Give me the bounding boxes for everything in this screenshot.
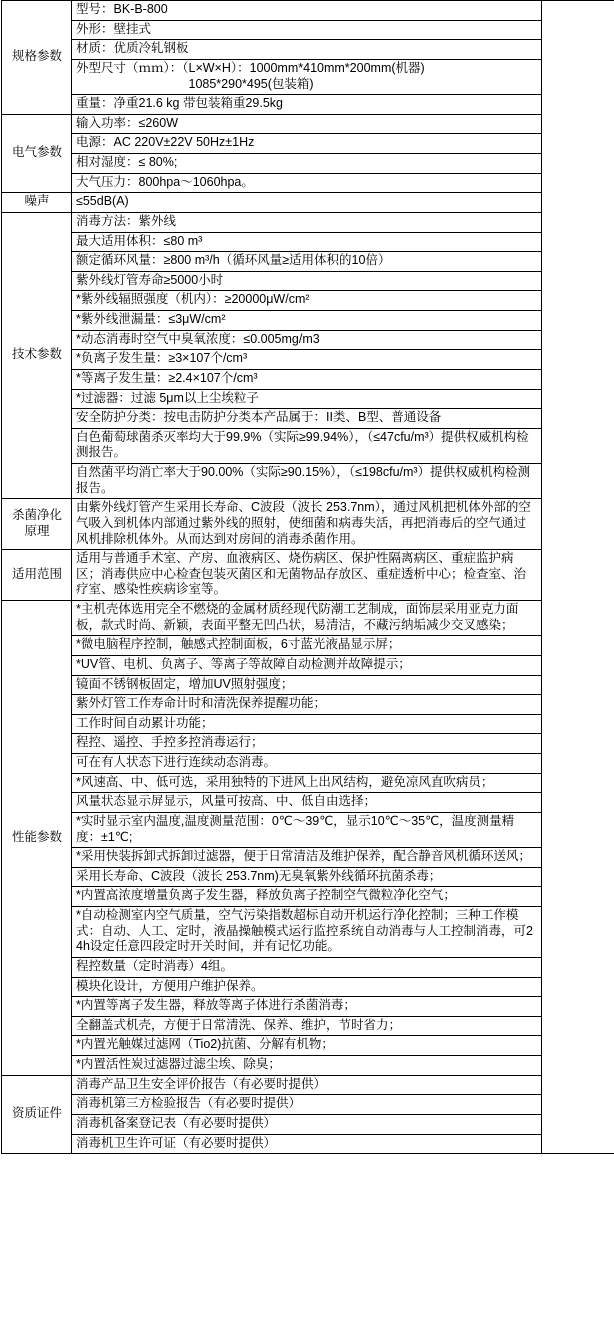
table-row	[2, 957, 614, 977]
spec-value-cell: 程控、遥控、手控多控消毒运行；	[72, 734, 542, 754]
spec-value-cell: 可在有人状态下进行连续动态消毒。	[72, 754, 542, 774]
table-row	[2, 1056, 614, 1076]
table-row	[2, 997, 614, 1017]
table-row	[2, 550, 614, 601]
spec-value-cell: *主机壳体选用完全不燃烧的金属材质经现代防潮工艺制成，面饰层采用亚克力面板，款式时尚、新颖，表面平整无凹凸状，易清洁，不藏污纳垢减少交叉感染；	[72, 601, 542, 636]
spec-value-cell: 模块化设计，方便用户维护保养。	[72, 977, 542, 997]
table-row	[2, 464, 614, 499]
spec-value-cell: 程控数量（定时消毒）4组。	[72, 957, 542, 977]
spec-value-cell: ≤55dB(A)	[72, 193, 542, 213]
spec-value-cell: *内置活性炭过滤器过滤尘埃、除臭；	[72, 1056, 542, 1076]
category-cell: 适用范围	[2, 550, 72, 601]
table-row	[2, 793, 614, 813]
table-row	[2, 134, 614, 154]
spec-value-cell: 镜面不锈钢板固定，增加UV照射强度；	[72, 675, 542, 695]
table-row	[2, 114, 614, 134]
spec-value-cell: 最大适用体积：≤80 m³	[72, 232, 542, 252]
table-row	[2, 252, 614, 272]
spec-value-cell: 消毒机卫生许可证（有必要时提供）	[72, 1134, 542, 1154]
table-row	[2, 812, 614, 847]
category-cell: 技术参数	[2, 212, 72, 498]
spec-value-cell: 紫外线灯管寿命≥5000小时	[72, 271, 542, 291]
spec-value-cell: *动态消毒时空气中臭氧浓度：≤0.005mg/m3	[72, 330, 542, 350]
spec-value-cell: 消毒机第三方检验报告（有必要时提供）	[72, 1095, 542, 1115]
table-row	[2, 636, 614, 656]
table-row	[2, 20, 614, 40]
table-row	[2, 655, 614, 675]
table-row	[2, 389, 614, 409]
table-row	[2, 734, 614, 754]
spec-value-cell: 消毒机备案登记表（有必要时提供）	[72, 1114, 542, 1134]
table-row	[2, 330, 614, 350]
spec-value-cell: *内置高浓度增量负离子发生器，释放负离子控制空气微粒净化空气；	[72, 887, 542, 907]
spec-value-cell: 自然菌平均消亡率大于90.00%（实际≥90.15%），（≤198cfu/m³）提供权威机构检测报告。	[72, 464, 542, 499]
table-row	[2, 409, 614, 429]
spec-value-cell: *过滤器：过滤 5μm以上尘埃粒子	[72, 389, 542, 409]
spec-value-cell: 适用与普通手术室、产房、血液病区、烧伤病区、保护性隔离病区、重症监护病区；消毒供应中心检查包装灭菌区和无菌物品存放区、重症透析中心；检查室、治疗室、感染性疾病诊室等。	[72, 550, 542, 601]
spec-value-cell: 电源：AC 220V±22V 50Hz±1Hz	[72, 134, 542, 154]
table-row	[2, 1, 614, 21]
table-row	[2, 154, 614, 174]
table-row	[2, 428, 614, 463]
spec-value-cell: 全翻盖式机壳，方便于日常清洗、保养、维护，节时省力；	[72, 1016, 542, 1036]
category-cell: 性能参数	[2, 601, 72, 1076]
spec-value-cell: 紫外灯管工作寿命计时和清洗保养提醒功能；	[72, 695, 542, 715]
spec-value-cell: 采用长寿命、C波段（波长 253.7nm)无臭氧紫外线循环抗菌杀毒；	[72, 867, 542, 887]
table-row	[2, 212, 614, 232]
spec-value-cell: *等离子发生量：≥2.4×107个/cm³	[72, 369, 542, 389]
spec-value-cell: 输入功率：≤260W	[72, 114, 542, 134]
spec-value-cell: 风量状态显示屏显示，风量可按高、中、低自由选择；	[72, 793, 542, 813]
table-row	[2, 59, 614, 94]
category-cell: 杀菌净化原理	[2, 499, 72, 550]
table-row	[2, 193, 614, 213]
table-row	[2, 848, 614, 868]
table-row	[2, 754, 614, 774]
spec-value-cell: 相对湿度：≤ 80%;	[72, 154, 542, 174]
spec-table	[1, 0, 614, 1154]
spec-value-cell: *内置光触媒过滤网（Tio2)抗菌、分解有机物；	[72, 1036, 542, 1056]
spec-value-cell: 消毒方法：紫外线	[72, 212, 542, 232]
table-row	[2, 1134, 614, 1154]
table-row	[2, 867, 614, 887]
spec-value-cell: 材质：优质冷轧钢板	[72, 40, 542, 60]
spec-value-cell: *采用快装拆卸式拆卸过滤器，便于日常清洁及维护保养，配合静音风机循环送风；	[72, 848, 542, 868]
notes-cell	[542, 1, 614, 1154]
spec-value-cell: *负离子发生量：≥3×107个/cm³	[72, 350, 542, 370]
spec-value-cell: *UV管、电机、负离子、等离子等故障自动检测并故障提示；	[72, 655, 542, 675]
spec-value-cell: 白色葡萄球菌杀灭率均大于99.9%（实际≥99.94%），（≤47cfu/m³）提供权威机构检测报告。	[72, 428, 542, 463]
spec-value-cell: 型号：BK-B-800	[72, 1, 542, 21]
spec-value-cell: 外型尺寸（ｍｍ）：（L×W×H）：1000mm*410mm*200mm(机器) 1085*290*495(包装箱)	[72, 59, 542, 94]
spec-value-cell: 消毒产品卫生安全评价报告（有必要时提供）	[72, 1075, 542, 1095]
table-row	[2, 773, 614, 793]
spec-value-cell: *实时显示室内温度,温度测量范围：0℃～39℃，显示10℃～35℃，温度测量精度：±1℃;	[72, 812, 542, 847]
table-row	[2, 173, 614, 193]
table-row	[2, 907, 614, 958]
spec-value-cell: 外形：壁挂式	[72, 20, 542, 40]
table-row	[2, 40, 614, 60]
spec-value-cell: *内置等离子发生器，释放等离子体进行杀菌消毒；	[72, 997, 542, 1017]
table-row	[2, 1036, 614, 1056]
spec-value-cell: 由紫外线灯管产生采用长寿命、C波段（波长 253.7nm），通过风机把机体外部的空气吸入到机体内部通过紫外线的照射，使细菌和病毒失活，再把消毒后的空气通过风机排除机体外。从而达到对房间的消毒杀菌作用。	[72, 499, 542, 550]
category-cell: 资质证件	[2, 1075, 72, 1154]
table-row	[2, 95, 614, 115]
spec-value-cell: 重量：净重21.6 kg 带包装箱重29.5kg	[72, 95, 542, 115]
spec-value-cell: 大气压力：800hpa～1060hpa。	[72, 173, 542, 193]
table-row	[2, 675, 614, 695]
category-cell: 规格参数	[2, 1, 72, 115]
spec-value-cell: *紫外线辐照强度（机内）：≥20000μW/cm²	[72, 291, 542, 311]
table-row	[2, 311, 614, 331]
table-row	[2, 977, 614, 997]
table-row	[2, 1075, 614, 1095]
spec-value-cell: 额定循环风量：≥800 m³/h（循环风量≥适用体积的10倍）	[72, 252, 542, 272]
table-row	[2, 601, 614, 636]
spec-value-cell: *紫外线泄漏量：≤3μW/cm²	[72, 311, 542, 331]
spec-value-cell: 工作时间自动累计功能；	[72, 714, 542, 734]
table-row	[2, 369, 614, 389]
category-cell: 电气参数	[2, 114, 72, 193]
table-row	[2, 350, 614, 370]
spec-value-cell: *微电脑程序控制，触感式控制面板，6寸蓝光液晶显示屏；	[72, 636, 542, 656]
category-cell: 噪声	[2, 193, 72, 213]
spec-value-cell: *风速高、中、低可选，采用独特的下进风上出风结构，避免凉风直吹病员；	[72, 773, 542, 793]
table-row	[2, 291, 614, 311]
table-row	[2, 499, 614, 550]
table-row	[2, 271, 614, 291]
table-row	[2, 695, 614, 715]
table-row	[2, 1016, 614, 1036]
spec-value-cell: *自动检测室内空气质量，空气污染指数超标自动开机运行净化控制；三种工作模式：自动、人工、定时，液晶操触模式运行监控系统自动消毒与人工控制消毒，可24h设定任意四段定时开关时间，并有记忆功能。	[72, 907, 542, 958]
table-row	[2, 232, 614, 252]
table-row	[2, 714, 614, 734]
table-row	[2, 1114, 614, 1134]
spec-value-cell: 安全防护分类：按电击防护分类本产品属于：II类、B型、普通设备	[72, 409, 542, 429]
table-row	[2, 887, 614, 907]
table-row	[2, 1095, 614, 1115]
